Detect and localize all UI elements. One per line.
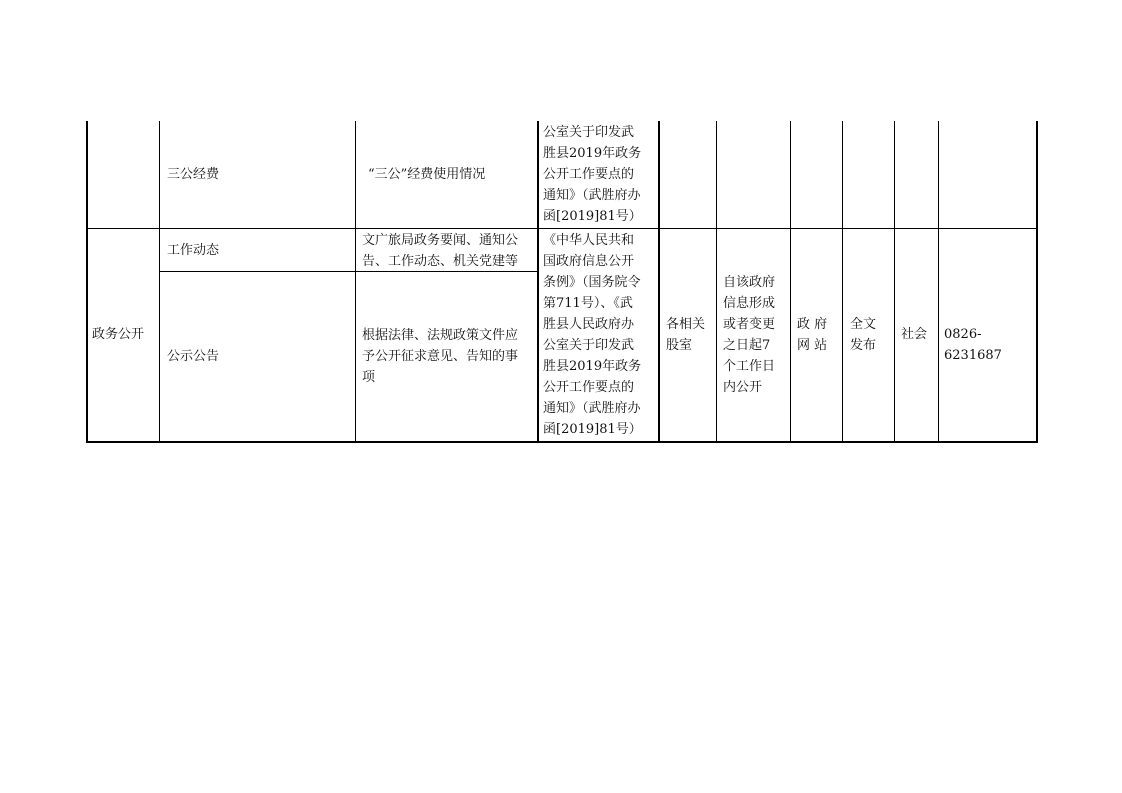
subject-cell: 各相关 股室 <box>666 317 706 353</box>
table-border <box>938 121 939 442</box>
content-cell: 根据法律、法规政策文件应 予公开征求意见、告知的事 项 <box>362 328 519 385</box>
item-cell: 工作动态 <box>167 243 220 258</box>
phone-cell: 0826-6231687 <box>944 327 1002 363</box>
table-border <box>86 441 1038 443</box>
table-border <box>842 121 843 442</box>
table-border <box>790 121 791 442</box>
table-border <box>355 121 356 442</box>
category-cell: 政务公开 <box>92 327 145 342</box>
content-cell: 文广旅局政务要闻、通知公 告、工作动态、机关党建等 <box>362 233 519 269</box>
basis-cell: 公室关于印发武 胜县2019年政务 公开工作要点的 通知》（武胜府办 函[2019]81号） <box>543 125 642 224</box>
time-limit-cell: 自该政府 信息形成 或者变更 之日起7 个工作日 内公开 <box>723 275 776 395</box>
table-border <box>894 121 895 442</box>
channel-cell: 政 府 网 站 <box>797 317 828 353</box>
table-border <box>159 121 160 442</box>
table-border <box>658 121 660 442</box>
table-border <box>716 121 717 442</box>
table-border <box>1036 121 1038 442</box>
item-cell: 公示公告 <box>167 349 220 364</box>
method-cell: 全文 发布 <box>850 317 877 353</box>
table-border <box>537 121 539 442</box>
item-cell: 三公经费 <box>167 167 220 182</box>
basis-cell: 《中华人民共和 国政府信息公开 条例》（国务院令 第711号）、《武 胜县人民政府办 公室关于印发武 胜县2019年政务 公开工作要点的 通知》（武胜府办 函[2019]81号） <box>543 233 642 437</box>
table-border <box>86 228 1038 229</box>
table-border <box>86 121 88 442</box>
content-cell: “三公”经费使用情况 <box>368 167 486 182</box>
audience-cell: 社会 <box>901 327 928 342</box>
